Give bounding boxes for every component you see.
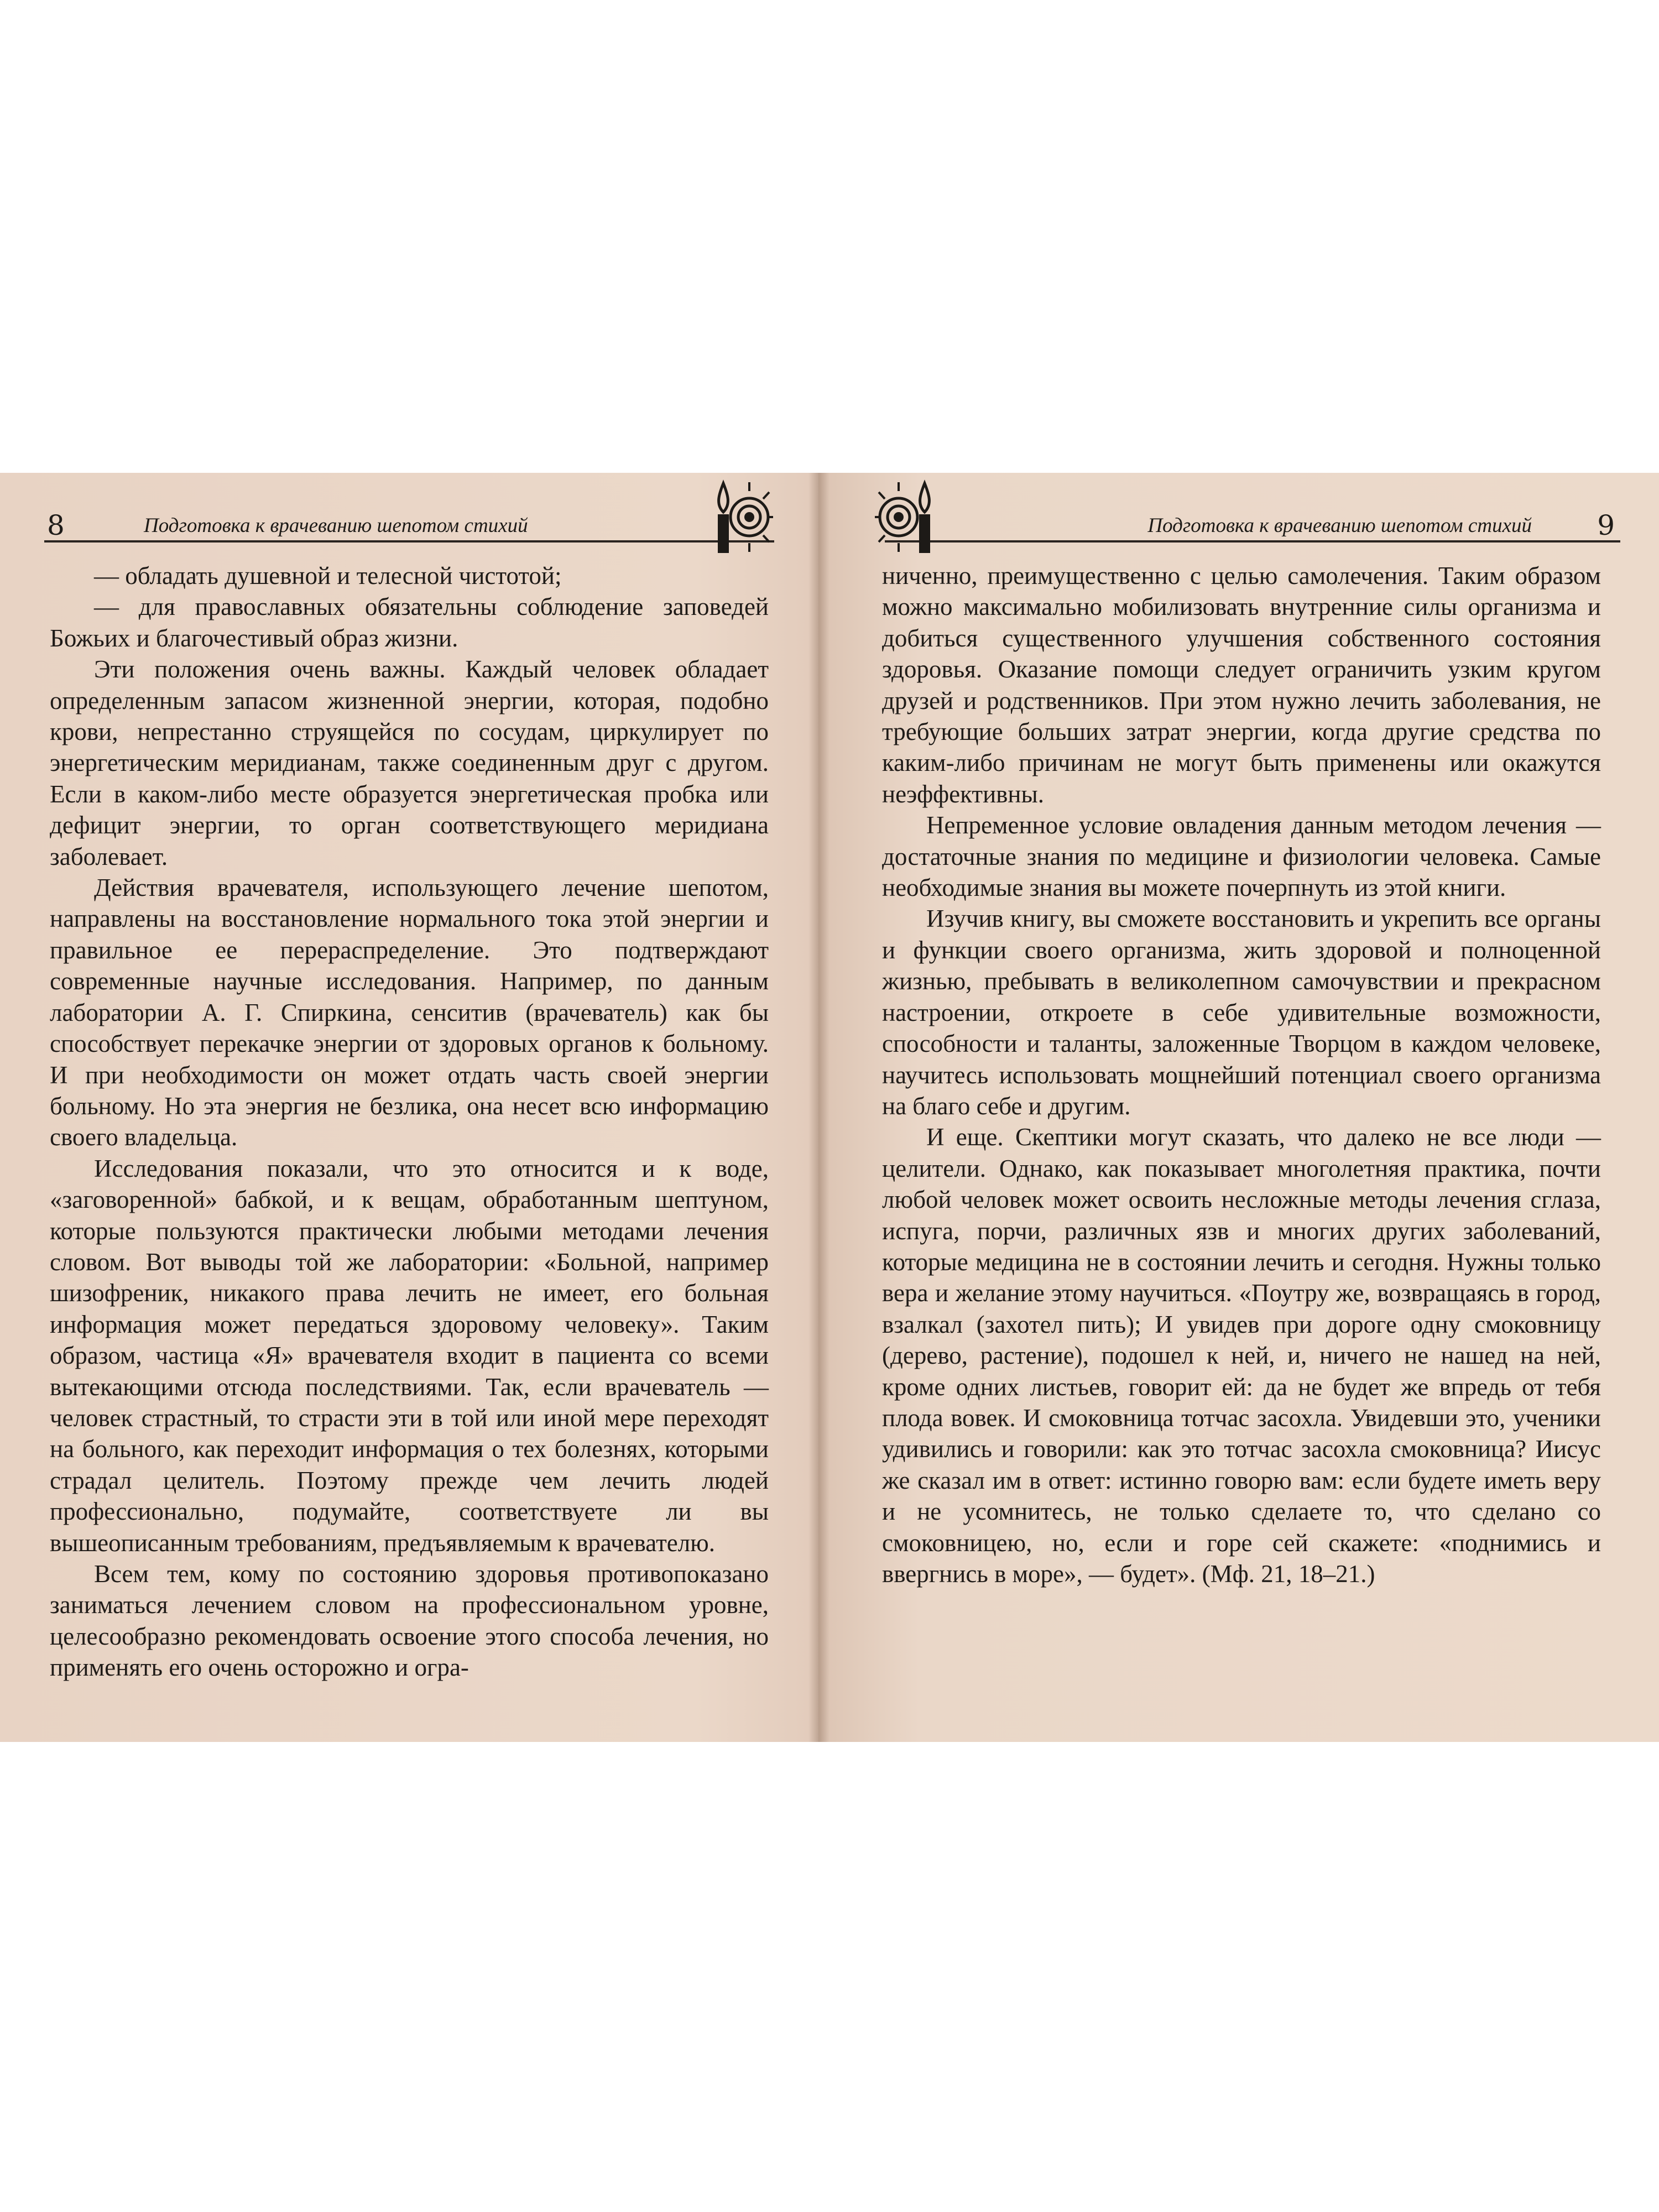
right-page bbox=[818, 473, 1659, 1742]
book-gutter bbox=[808, 473, 830, 1742]
paragraph: И еще. Скептики могут сказать, что далеко не все люди — целители. Однако, как показывает многолетняя практика, почти любой человек может освоить несложные методы лечения сглаза, испуга, порчи, различных язв и многих других заболеваний, которые медицина не в состоянии лечить и сегодня. Нужны только вера и желание этому научиться. «Поутру же, возвращаясь в город, взалкал (захотел пить); И увидев при дороге одну смоковницу (дерево, растение), подошел к ней, и, ничего не нашед на ней, кроме одних листьев, говорит ей: да не будет же впредь от тебя плода вовек. И смоковница тотчас засохла. Увидевши это, ученики удивились и говорили: как это тотчас засохла смоковница? Иисус же сказал им в ответ: истинно говорю вам: если будете иметь веру и не усомнитесь, не только сделаете то, что сделано со смоковницею, но, если и горе сей скажете: «поднимись и ввергнись в море», — будет». (Мф. 21, 18–21.) bbox=[882, 1123, 1601, 1588]
paragraph: — для православных обязательны соблюдение заповедей Божьих и благочестивый образ жизни. bbox=[50, 593, 769, 652]
left-running-title: Подготовка к врачеванию шепотом стихий bbox=[144, 514, 528, 537]
paragraph: Всем тем, кому по состоянию здоровья противопоказано заниматься лечением словом на профессиональном уровне, целесообразно рекомендовать освоение этого способа лечения, но применять его очень осторожно и огра- bbox=[50, 1560, 769, 1682]
paragraph: Изучив книгу, вы сможете восстановить и укрепить все органы и функции своего организма, жить здоровой и полноценной жизнью, пребывать в великолепном самочувствии и прекрасном настроении, откроете в себе удивительные возможности, способности и таланты, заложенные Творцом в каждом человеке, научитесь использовать мощнейший потенциал своего организма на благо себе и другим. bbox=[882, 905, 1601, 1120]
paragraph: Действия врачевателя, использующего лечение шепотом, направлены на восстановление нормального тока этой энергии и правильное ее перераспределение. Это подтверждают современные научные исследования. Например, по данным лаборатории А. Г. Спиркина, сенситив (врачеватель) как бы способствует перекачке энергии от здоровых органов к больному. И при необходимости он может отдать часть своей энергии больному. Но эта энергия не безлика, она несет всю информацию своего владельца. bbox=[50, 874, 769, 1151]
sun-candle-ornament-icon bbox=[702, 476, 774, 559]
paragraph: ниченно, преимущественно с целью самолечения. Таким образом можно максимально мобилизовать внутренние силы организма и добиться существенного улучшения собственного состояния здоровья. Оказание помощи следует ограничить узким кругом друзей и родственников. При этом нужно лечить заболевания, не требующие больших затрат энергии, когда другие средства по каким-либо причинам не могут быть применены или окажутся неэффективны. bbox=[882, 562, 1601, 808]
right-page-header bbox=[885, 506, 1620, 542]
right-running-title: Подготовка к врачеванию шепотом стихий bbox=[1147, 514, 1532, 537]
left-page-number: 8 bbox=[47, 509, 65, 541]
paragraph: Непременное условие овладения данным методом лечения — достаточные знания по медицине и физиологии человека. Самые необходимые знания вы можете почерпнуть из этой книги. bbox=[882, 811, 1601, 902]
left-page-header bbox=[44, 506, 774, 542]
sun-candle-ornament-icon bbox=[874, 476, 946, 559]
paragraph: Исследования показали, что это относится и к воде, «заговоренной» бабкой, и к вещам, обработанным шептуном, которые пользуются практически любыми методами лечения словом. Вот выводы той же лаборатории: «Больной, например шизофреник, никакого права лечить не имеет, его больная информация может передаться здоровому человеку». Таким образом, частица «Я» врачевателя входит в пациента со всеми вытекающими отсюда последствиями. Так, если врачеватель — человек страстный, то страсти эти в той или иной мере переходят на больного, как переходит информация о тех болезнях, которыми страдал целитель. Поэтому прежде чем лечить людей профессионально, подумайте, соответствуете ли вы вышеописанным требованиям, предъявляемым к врачевателю. bbox=[50, 1154, 769, 1557]
right-page-number: 9 bbox=[1597, 509, 1615, 541]
right-body-text bbox=[882, 560, 1601, 1589]
left-page bbox=[0, 473, 818, 1742]
paragraph: Эти положения очень важны. Каждый человек обладает определенным запасом жизненной энергии, которая, подобно крови, непрестанно струящейся по сосудам, циркулирует по энергетическим меридианам, также соединенным друг с другом. Если в каком-либо месте образуется энергетическая пробка или дефицит энергии, то орган соответствующего меридиана заболевает. bbox=[50, 655, 769, 870]
book-spread bbox=[0, 473, 1659, 1742]
left-body-text bbox=[50, 560, 769, 1683]
paragraph: — обладать душевной и телесной чистотой; bbox=[94, 562, 562, 589]
